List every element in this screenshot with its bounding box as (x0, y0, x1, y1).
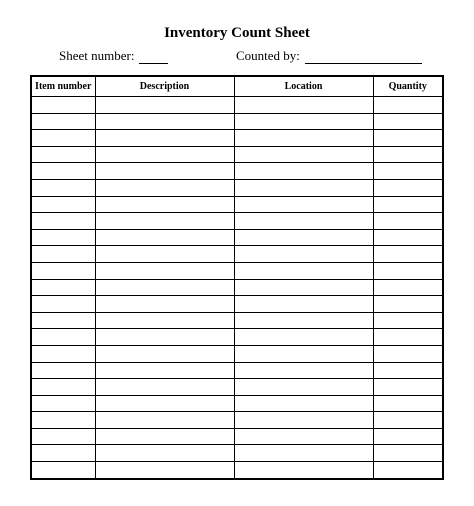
quantity-cell[interactable] (373, 379, 443, 396)
table-row (31, 196, 443, 213)
item-number-cell[interactable] (31, 279, 95, 296)
location-cell[interactable] (234, 445, 373, 462)
table-row (31, 329, 443, 346)
table-row (31, 379, 443, 396)
location-cell[interactable] (234, 213, 373, 230)
quantity-cell[interactable] (373, 345, 443, 362)
column-header-description: Description (95, 76, 234, 97)
quantity-cell[interactable] (373, 462, 443, 479)
table-row (31, 312, 443, 329)
quantity-cell[interactable] (373, 445, 443, 462)
quantity-cell[interactable] (373, 130, 443, 147)
description-cell[interactable] (95, 296, 234, 313)
item-number-cell[interactable] (31, 262, 95, 279)
description-cell[interactable] (95, 196, 234, 213)
quantity-cell[interactable] (373, 428, 443, 445)
location-cell[interactable] (234, 229, 373, 246)
location-cell[interactable] (234, 395, 373, 412)
item-number-cell[interactable] (31, 379, 95, 396)
quantity-cell[interactable] (373, 362, 443, 379)
location-cell[interactable] (234, 262, 373, 279)
table-row (31, 395, 443, 412)
description-cell[interactable] (95, 329, 234, 346)
description-cell[interactable] (95, 345, 234, 362)
location-cell[interactable] (234, 312, 373, 329)
location-cell[interactable] (234, 428, 373, 445)
location-cell[interactable] (234, 462, 373, 479)
table-row (31, 163, 443, 180)
table-body (31, 97, 443, 479)
counted-by-blank[interactable] (305, 51, 422, 64)
location-cell[interactable] (234, 329, 373, 346)
table-row (31, 445, 443, 462)
description-cell[interactable] (95, 130, 234, 147)
location-cell[interactable] (234, 246, 373, 263)
description-cell[interactable] (95, 213, 234, 230)
description-cell[interactable] (95, 97, 234, 114)
table-row (31, 246, 443, 263)
quantity-cell[interactable] (373, 279, 443, 296)
location-cell[interactable] (234, 146, 373, 163)
item-number-cell[interactable] (31, 179, 95, 196)
location-cell[interactable] (234, 113, 373, 130)
page-title: Inventory Count Sheet (164, 25, 310, 41)
quantity-cell[interactable] (373, 229, 443, 246)
counted-by-field (236, 48, 422, 64)
item-number-cell[interactable] (31, 130, 95, 147)
item-number-cell[interactable] (31, 97, 95, 114)
item-number-cell[interactable] (31, 345, 95, 362)
item-number-cell[interactable] (31, 395, 95, 412)
location-cell[interactable] (234, 163, 373, 180)
description-cell[interactable] (95, 312, 234, 329)
quantity-cell[interactable] (373, 312, 443, 329)
quantity-cell[interactable] (373, 329, 443, 346)
item-number-cell[interactable] (31, 113, 95, 130)
item-number-cell[interactable] (31, 163, 95, 180)
item-number-cell[interactable] (31, 146, 95, 163)
location-cell[interactable] (234, 279, 373, 296)
table-row (31, 179, 443, 196)
quantity-cell[interactable] (373, 146, 443, 163)
table-row (31, 213, 443, 230)
description-cell[interactable] (95, 395, 234, 412)
inventory-table (30, 75, 444, 480)
location-cell[interactable] (234, 130, 373, 147)
table-row (31, 130, 443, 147)
item-number-cell[interactable] (31, 428, 95, 445)
description-cell[interactable] (95, 279, 234, 296)
quantity-cell[interactable] (373, 412, 443, 429)
description-cell[interactable] (95, 428, 234, 445)
location-cell[interactable] (234, 379, 373, 396)
item-number-cell[interactable] (31, 296, 95, 313)
location-cell[interactable] (234, 412, 373, 429)
table-row (31, 279, 443, 296)
quantity-cell[interactable] (373, 262, 443, 279)
quantity-cell[interactable] (373, 296, 443, 313)
description-cell[interactable] (95, 379, 234, 396)
table-row (31, 97, 443, 114)
item-number-cell[interactable] (31, 213, 95, 230)
table-row (31, 113, 443, 130)
table-row (31, 362, 443, 379)
quantity-cell[interactable] (373, 113, 443, 130)
location-cell[interactable] (234, 179, 373, 196)
sheet-number-field (59, 48, 168, 64)
counted-by-label: Counted by: (236, 48, 300, 63)
description-cell[interactable] (95, 113, 234, 130)
item-number-cell[interactable] (31, 362, 95, 379)
description-cell[interactable] (95, 163, 234, 180)
location-cell[interactable] (234, 345, 373, 362)
column-header-item-number: Item number (31, 76, 95, 97)
table-row (31, 296, 443, 313)
quantity-cell[interactable] (373, 196, 443, 213)
item-number-cell[interactable] (31, 462, 95, 479)
description-cell[interactable] (95, 246, 234, 263)
item-number-cell[interactable] (31, 412, 95, 429)
table-row (31, 345, 443, 362)
table-header-row (31, 76, 443, 97)
location-cell[interactable] (234, 296, 373, 313)
description-cell[interactable] (95, 262, 234, 279)
location-cell[interactable] (234, 97, 373, 114)
item-number-cell[interactable] (31, 445, 95, 462)
description-cell[interactable] (95, 412, 234, 429)
quantity-cell[interactable] (373, 97, 443, 114)
item-number-cell[interactable] (31, 329, 95, 346)
description-cell[interactable] (95, 362, 234, 379)
item-number-cell[interactable] (31, 229, 95, 246)
table-row (31, 262, 443, 279)
sheet-number-blank[interactable] (139, 51, 168, 64)
sheet-number-label: Sheet number: (59, 48, 135, 63)
location-cell[interactable] (234, 196, 373, 213)
location-cell[interactable] (234, 362, 373, 379)
description-cell[interactable] (95, 179, 234, 196)
item-number-cell[interactable] (31, 196, 95, 213)
description-cell[interactable] (95, 229, 234, 246)
table-row (31, 412, 443, 429)
quantity-cell[interactable] (373, 246, 443, 263)
quantity-cell[interactable] (373, 213, 443, 230)
table-row (31, 462, 443, 479)
description-cell[interactable] (95, 462, 234, 479)
quantity-cell[interactable] (373, 395, 443, 412)
table-row (31, 146, 443, 163)
quantity-cell[interactable] (373, 179, 443, 196)
column-header-location: Location (234, 76, 373, 97)
quantity-cell[interactable] (373, 163, 443, 180)
item-number-cell[interactable] (31, 312, 95, 329)
column-header-quantity: Quantity (373, 76, 443, 97)
description-cell[interactable] (95, 146, 234, 163)
table-row (31, 229, 443, 246)
description-cell[interactable] (95, 445, 234, 462)
item-number-cell[interactable] (31, 246, 95, 263)
table-row (31, 428, 443, 445)
